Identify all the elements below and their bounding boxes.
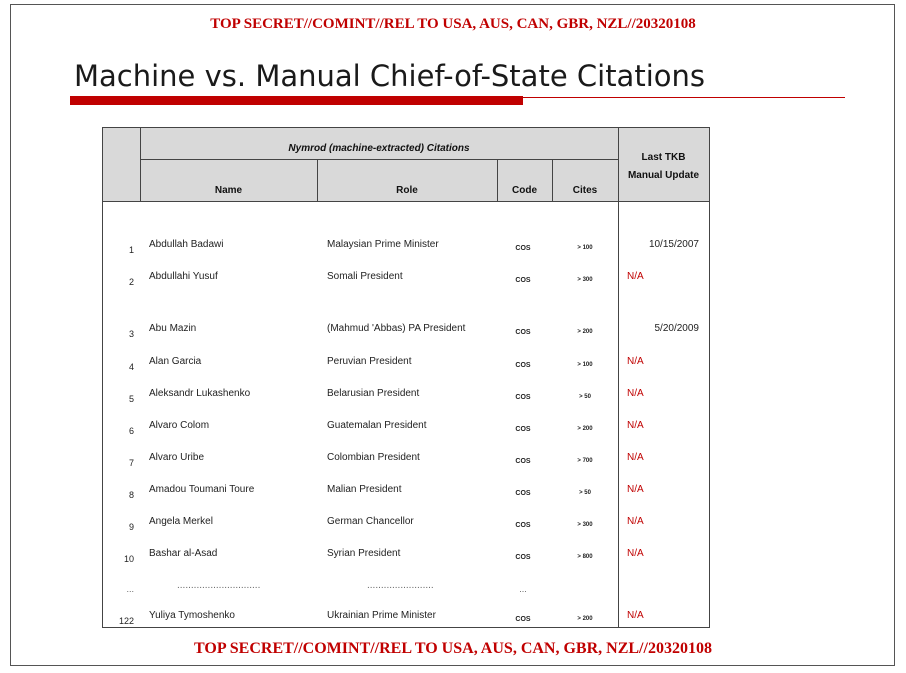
row-code: COS: [515, 426, 531, 433]
row-update: N/A: [627, 420, 644, 431]
col-header-update-line1: Last TKB: [641, 152, 686, 163]
row-role: ........................: [367, 580, 434, 591]
row-name: Alvaro Colom: [149, 420, 210, 431]
col-header-name: Name: [214, 185, 243, 196]
row-code: COS: [515, 458, 531, 465]
row-role: Peruvian President: [327, 356, 412, 367]
col-header-role: Role: [396, 185, 418, 196]
row-name: Abu Mazin: [149, 323, 197, 334]
row-number: 1: [128, 245, 134, 255]
row-number: 6: [128, 426, 134, 436]
row-name: Alan Garcia: [149, 356, 202, 367]
row-name: Aleksandr Lukashenko: [149, 388, 251, 399]
header-divider: [140, 159, 618, 160]
row-name: Abdullah Badawi: [149, 239, 224, 250]
row-cites: > 100: [577, 362, 593, 368]
row-code: COS: [515, 277, 531, 284]
classification-banner-bottom: TOP SECRET//COMINT//REL TO USA, AUS, CAN, GBR, NZL//20320108: [194, 640, 712, 657]
title-underline-thick: [70, 96, 523, 105]
row-cites: > 800: [577, 554, 593, 560]
table-row: [103, 516, 709, 536]
table-row: [103, 388, 709, 408]
row-role: (Mahmud 'Abbas) PA President: [327, 323, 466, 334]
row-name: Amadou Toumani Toure: [149, 484, 255, 495]
row-cites: > 50: [579, 394, 591, 400]
row-role: Colombian President: [327, 452, 420, 463]
table-row: [103, 548, 709, 568]
table-row: [103, 356, 709, 376]
row-update: N/A: [627, 484, 644, 495]
row-role: Malian President: [327, 484, 402, 495]
col-header-cites: Cites: [572, 185, 598, 196]
row-code: COS: [515, 245, 531, 252]
row-name: ..............................: [177, 580, 261, 591]
row-cites: > 100: [577, 245, 593, 251]
row-cites: > 300: [577, 277, 593, 283]
classification-banner-top: TOP SECRET//COMINT//REL TO USA, AUS, CAN, GBR, NZL//20320108: [210, 16, 696, 32]
table-row: [103, 610, 709, 630]
row-update: 10/15/2007: [648, 239, 699, 250]
row-update: N/A: [627, 388, 644, 399]
row-number: 4: [128, 362, 134, 372]
row-cites: > 200: [577, 426, 593, 432]
row-role: German Chancellor: [327, 516, 414, 527]
row-name: Alvaro Uribe: [149, 452, 205, 463]
row-update: N/A: [627, 610, 644, 621]
row-code: COS: [515, 522, 531, 529]
row-number: 9: [128, 522, 134, 532]
table-row: [103, 452, 709, 472]
row-cites: > 300: [577, 522, 593, 528]
ellipsis-row: [103, 580, 709, 600]
row-code: COS: [515, 490, 531, 497]
row-role: Somali President: [327, 271, 403, 282]
table-row: [103, 484, 709, 504]
table-row: [103, 323, 709, 343]
row-number: ...: [126, 584, 134, 594]
row-update: N/A: [627, 452, 644, 463]
row-number: 8: [128, 490, 134, 500]
row-code: COS: [515, 616, 531, 623]
row-code: COS: [515, 394, 531, 401]
row-name: Abdullahi Yusuf: [149, 271, 218, 282]
row-update: N/A: [627, 516, 644, 527]
col-header-code: Code: [512, 185, 537, 196]
citations-table: [102, 127, 710, 628]
row-cites: > 700: [577, 458, 593, 464]
row-number: 10: [123, 554, 134, 564]
row-name: Yuliya Tymoshenko: [149, 610, 235, 621]
row-name: Bashar al-Asad: [149, 548, 218, 559]
row-cites: > 200: [577, 616, 593, 622]
group-header-nymrod: Nymrod (machine-extracted) Citations: [288, 143, 470, 154]
col-header-update-line2: Manual Update: [627, 170, 700, 181]
slide-title: Machine vs. Manual Chief-of-State Citations: [74, 59, 705, 93]
row-code: COS: [515, 554, 531, 561]
row-name: Angela Merkel: [149, 516, 213, 527]
row-code: ...: [519, 584, 527, 594]
table-row: [103, 420, 709, 440]
row-update: N/A: [627, 271, 644, 282]
row-role: Belarusian President: [327, 388, 420, 399]
row-role: Malaysian Prime Minister: [327, 239, 439, 250]
row-number: 3: [128, 329, 134, 339]
row-role: Guatemalan President: [327, 420, 427, 431]
table-row: [103, 271, 709, 291]
row-cites: > 200: [577, 329, 593, 335]
row-number: 7: [128, 458, 134, 468]
row-update: N/A: [627, 356, 644, 367]
row-code: COS: [515, 362, 531, 369]
row-number: 5: [128, 394, 134, 404]
row-code: COS: [515, 329, 531, 336]
row-role: Syrian President: [327, 548, 401, 559]
title-underline-thin: [523, 97, 845, 98]
row-update: N/A: [627, 548, 644, 559]
row-number: 2: [128, 277, 134, 287]
table-row: [103, 239, 709, 259]
row-role: Ukrainian Prime Minister: [327, 610, 436, 621]
row-number: 122: [118, 616, 134, 626]
row-cites: > 50: [579, 490, 591, 496]
row-update: 5/20/2009: [654, 323, 699, 334]
